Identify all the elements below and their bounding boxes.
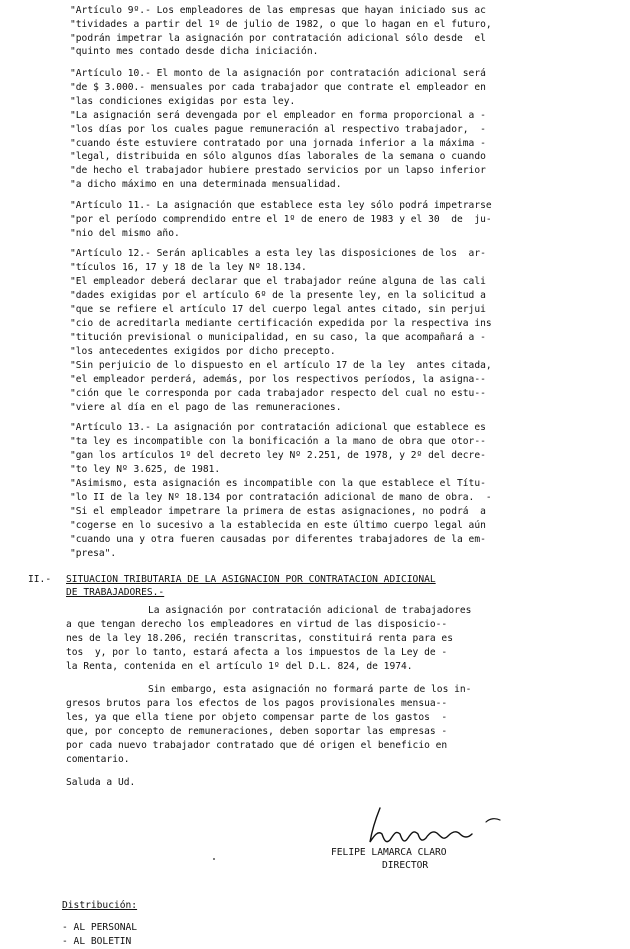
text-line: la Renta, contenida en el artículo 1º del D.L. 824, de 1974.	[66, 661, 413, 672]
text-line: les, ya que ella tiene por objeto compensar parte de los gastos -	[66, 712, 448, 723]
text-line: "legal, distribuida en sólo algunos días laborales de la semana o cuando	[70, 151, 486, 162]
distribution-item: - AL PERSONAL	[62, 922, 138, 933]
text-line: "dades exigidas por el artículo 6º de la presente ley, en la solicitud a	[70, 290, 486, 301]
text-line: "Sin perjuicio de lo dispuesto en el artículo 17 de la ley antes citada,	[70, 360, 492, 371]
text-line: "por el período comprendido entre el 1º de enero de 1983 y el 30 de ju-	[70, 214, 492, 225]
text-line: "tividades a partir del 1º de julio de 1982, o que lo hagan en el futuro,	[70, 19, 492, 30]
text-line: "lo II de la ley Nº 18.134 por contratación adicional de mano de obra. -	[70, 492, 492, 503]
text-line: "el empleador perderá, además, por los respectivos períodos, la asigna--	[70, 374, 486, 385]
text-line: "de $ 3.000.- mensuales por cada trabajador que contrate el empleador en	[70, 82, 486, 93]
text-line: a que tengan derecho los empleadores en virtud de las disposicio--	[66, 619, 448, 630]
closing-salutation: Saluda a Ud.	[66, 777, 136, 788]
text-line: "nio del mismo año.	[70, 228, 180, 239]
text-line: "cogerse en lo sucesivo a la establecida en este último cuerpo legal aún	[70, 520, 486, 531]
distribution-item: - AL BOLETIN	[62, 936, 132, 947]
text-line: "to ley Nº 3.625, de 1981.	[70, 464, 221, 475]
text-line: "viere al día en el pago de las remuneraciones.	[70, 402, 342, 413]
text-line: "La asignación será devengada por el empleador en forma proporcional a -	[70, 110, 486, 121]
text-line: "Artículo 13.- La asignación por contratación adicional que establece es	[70, 422, 486, 433]
text-line: "Artículo 11.- La asignación que establece esta ley sólo podrá impetrarse	[70, 200, 492, 211]
text-line: "gan los artículos 1º del decreto ley Nº 2.251, de 1978, y 2º del decre-	[70, 450, 486, 461]
text-line: "quinto mes contado desde dicha iniciación.	[70, 46, 319, 57]
signature	[350, 800, 510, 852]
text-line: "de hecho el trabajador hubiere prestado servicios por un lapso inferior	[70, 165, 486, 176]
section-heading: SITUACION TRIBUTARIA DE LA ASIGNACION POR CONTRATACION ADICIONAL	[66, 574, 436, 585]
text-line: "presa".	[70, 548, 117, 559]
text-line: que, por concepto de remuneraciones, deben soportar las empresas -	[66, 726, 448, 737]
section-heading: DE TRABAJADORES.-	[66, 587, 165, 598]
text-line: "titución previsional o municipalidad, en su caso, la que acompañará a -	[70, 332, 486, 343]
text-line: "cuando éste estuviere contratado por una jornada inferior a la máxima -	[70, 138, 486, 149]
text-line: gresos brutos para los efectos de los pagos provisionales mensua--	[66, 698, 448, 709]
section-number: II.-	[28, 574, 52, 585]
text-line: "ta ley es incompatible con la bonificación a la mano de obra que otor--	[70, 436, 486, 447]
text-line: "los antecedentes exigidos por dicho precepto.	[70, 346, 336, 357]
text-line: "Artículo 9º.- Los empleadores de las empresas que hayan iniciado sus ac	[70, 5, 486, 16]
text-line: "Artículo 12.- Serán aplicables a esta ley las disposiciones de los ar-	[70, 248, 486, 259]
text-line: "cio de acreditarla mediante certificación expedida por la respectiva ins	[70, 318, 492, 329]
text-line: Sin embargo, esta asignación no formará parte de los in-	[148, 684, 472, 695]
text-line: nes de la ley 18.206, recién transcritas, constituirá renta para es	[66, 633, 453, 644]
text-line: "los días por los cuales pague remuneración al respectivo trabajador, -	[70, 124, 486, 135]
text-line: "ción que le corresponda por cada trabajador respecto del cual no estu--	[70, 388, 486, 399]
text-line: "las condiciones exigidas por esta ley.	[70, 96, 296, 107]
distribution-heading: Distribución:	[62, 900, 138, 911]
text-line: "a dicho máximo en una determinada mensualidad.	[70, 179, 342, 190]
signatory-name: FELIPE LAMARCA CLARO	[331, 847, 447, 858]
text-line: La asignación por contratación adicional de trabajadores	[148, 605, 472, 616]
text-line: "Artículo 10.- El monto de la asignación por contratación adicional será	[70, 68, 486, 79]
text-line: "El empleador deberá declarar que el trabajador reúne alguna de las cali	[70, 276, 486, 287]
text-line: "tículos 16, 17 y 18 de la ley Nº 18.134.	[70, 262, 307, 273]
signatory-title: DIRECTOR	[382, 860, 429, 871]
text-line: "podrán impetrar la asignación por contratación adicional sólo desde el	[70, 33, 486, 44]
text-line: por cada nuevo trabajador contratado que dé origen el beneficio en	[66, 740, 448, 751]
text-line: "cuando una y otra fueren causadas por diferentes trabajadores de la em-	[70, 534, 486, 545]
text-line: comentario.	[66, 754, 130, 765]
text-line: "Asimismo, esta asignación es incompatible con la que establece el Títu-	[70, 478, 486, 489]
text-line: "que se refiere el artículo 17 del cuerpo legal antes citado, sin perjui	[70, 304, 486, 315]
text-line: tos y, por lo tanto, estará afecta a los impuestos de la Ley de -	[66, 647, 448, 658]
text-line: "Si el empleador impetrare la primera de estas asignaciones, no podrá a	[70, 506, 486, 517]
scan-speck	[213, 858, 215, 860]
